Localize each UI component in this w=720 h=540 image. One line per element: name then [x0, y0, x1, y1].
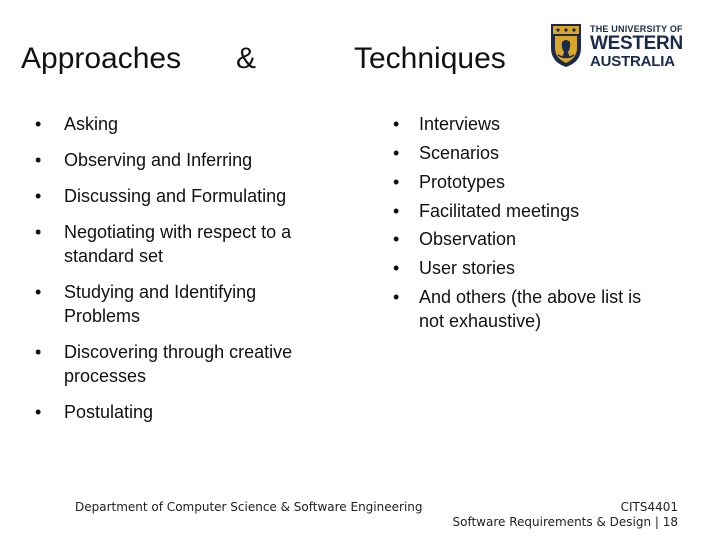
approach-text: Observing and Inferring	[64, 150, 253, 170]
bullet-icon: •	[35, 402, 42, 422]
technique-text: Prototypes	[419, 172, 506, 192]
bullet-icon: •	[393, 229, 400, 249]
bullet-icon: •	[35, 150, 42, 170]
list-item	[35, 280, 256, 328]
list-item	[393, 256, 515, 280]
approach-text: Studying and Identifying Problems	[64, 282, 257, 326]
technique-text: And others (the above list is not exhaustive)	[419, 287, 642, 331]
bullet-icon: •	[393, 258, 400, 278]
approach-text: Asking	[64, 114, 119, 134]
university-crest-icon	[549, 22, 583, 68]
bullet-icon: •	[35, 342, 42, 362]
list-item	[393, 227, 516, 251]
bullet-icon: •	[35, 114, 42, 134]
list-item	[35, 220, 291, 268]
approach-text: Discussing and Formulating	[64, 186, 287, 206]
bullet-icon: •	[393, 172, 400, 192]
logo-text-line2: WESTERN	[590, 33, 683, 54]
bullet-icon: •	[393, 114, 400, 134]
list-item	[393, 141, 499, 165]
technique-text: Scenarios	[419, 143, 500, 163]
bullet-icon: •	[35, 222, 42, 242]
bullet-icon: •	[35, 186, 42, 206]
list-item	[393, 112, 500, 136]
footer-department: Department of Computer Science & Software Engineering	[75, 500, 423, 514]
technique-text: Facilitated meetings	[419, 201, 580, 221]
bullet-icon: •	[393, 143, 400, 163]
bullet-icon: •	[393, 201, 400, 221]
list-item	[35, 112, 118, 136]
slide-title-approaches: Approaches	[21, 42, 182, 75]
slide-title-ampersand: &	[236, 42, 257, 75]
technique-text: User stories	[419, 258, 516, 278]
list-item	[35, 184, 286, 208]
footer-course-code: CITS4401	[620, 500, 678, 514]
slide-title-techniques: Techniques	[354, 42, 506, 75]
list-item	[393, 199, 579, 223]
list-item	[393, 285, 641, 333]
logo-text-line1: THE UNIVERSITY OF	[590, 24, 683, 34]
approach-text: Postulating	[64, 402, 154, 422]
bullet-icon: •	[35, 282, 42, 302]
bullet-icon: •	[393, 287, 400, 307]
approach-text: Discovering through creative processes	[64, 342, 293, 386]
list-item	[35, 340, 292, 388]
technique-text: Interviews	[419, 114, 501, 134]
footer-subject-page: Software Requirements & Design | 18	[452, 515, 678, 529]
approach-text: Negotiating with respect to a standard set	[64, 222, 292, 266]
logo-text-line3: AUSTRALIA	[590, 53, 675, 70]
list-item	[35, 400, 153, 424]
technique-text: Observation	[419, 229, 517, 249]
uwa-logo	[549, 22, 683, 70]
footer-course-info	[453, 500, 679, 530]
list-item	[35, 148, 252, 172]
list-item	[393, 170, 505, 194]
